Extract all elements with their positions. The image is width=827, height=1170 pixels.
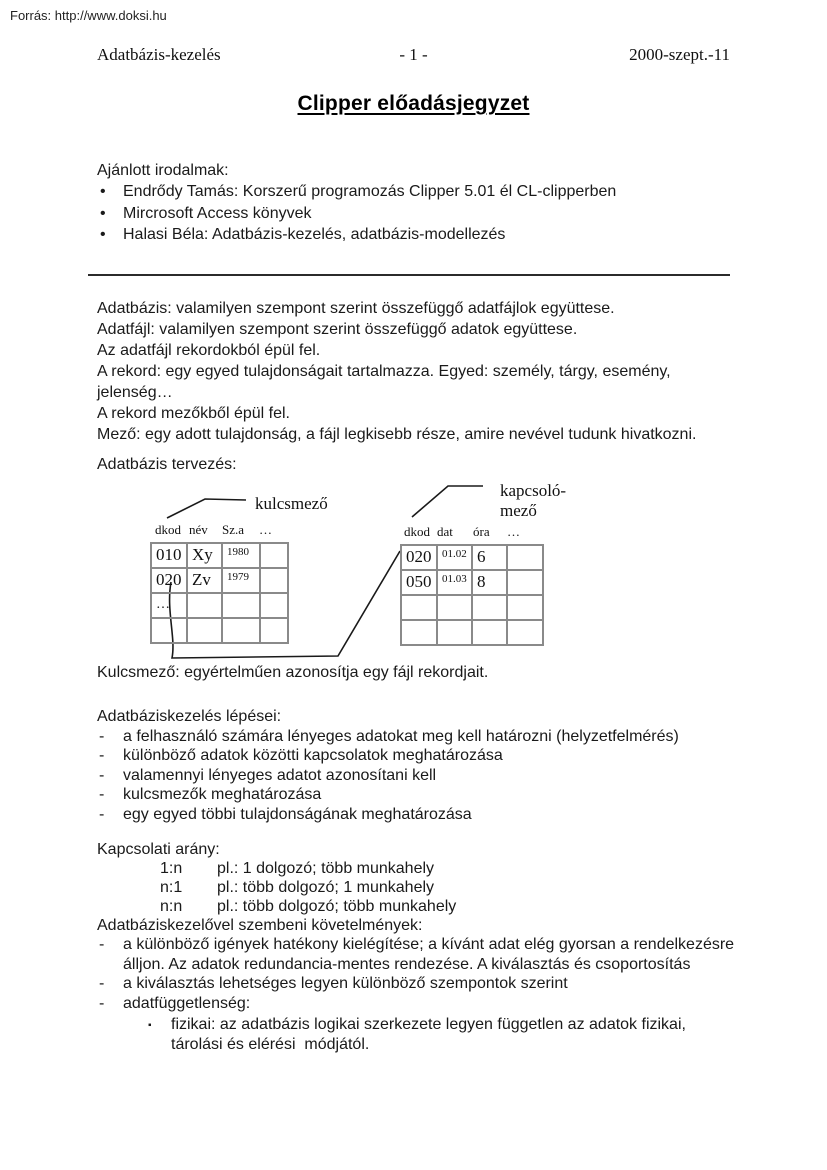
- link-field-label: [500, 481, 566, 521]
- table-cell: [437, 620, 472, 645]
- dash-icon: -: [99, 786, 105, 803]
- column-header: dkod: [404, 523, 430, 539]
- dash-icon: -: [99, 747, 105, 764]
- sub-requirement-text: fizikai: az adatbázis logikai szerkezete legyen független az adatok fizikai, tárolási és elérési módjától.: [171, 1016, 691, 1053]
- link-data-table: [400, 544, 544, 646]
- link-field-label-line2: mező: [500, 500, 537, 520]
- table-row: [151, 568, 288, 593]
- list-item-text: Halasi Béla: Adatbázis-kezelés, adatbázis-modellezés: [123, 226, 506, 243]
- list-item: [97, 224, 747, 246]
- step-item-text: egy egyed többi tulajdonságának meghatározása: [123, 805, 472, 823]
- definition-line: A rekord: egy egyed tulajdonságait tartalmazza. Egyed: személy, tárgy, esemény, jelenség…: [97, 362, 671, 401]
- table-cell: 050: [401, 570, 437, 595]
- column-header: név: [189, 521, 208, 537]
- source-note: Forrás: http://www.doksi.hu: [10, 8, 167, 23]
- step-item: [97, 727, 747, 747]
- table-row: [401, 545, 543, 570]
- table-cell: 01.03: [437, 570, 472, 595]
- list-item-text: Mircrosoft Access könyvek: [123, 204, 312, 222]
- definition-line: Adatbázis: valamilyen szempont szerint összefüggő adatfájlok együttese.: [97, 299, 615, 317]
- table-row: [401, 620, 543, 645]
- key-data-table: [150, 542, 289, 644]
- column-header: …: [507, 523, 520, 539]
- ratios-list: [97, 859, 747, 916]
- table-cell: 01.02: [437, 545, 472, 570]
- dash-icon: -: [99, 805, 105, 823]
- table-cell: [187, 618, 222, 643]
- table-cell: 020: [401, 545, 437, 570]
- table-cell: Zv: [187, 568, 222, 593]
- table-cell: [401, 595, 437, 620]
- table-cell: [260, 593, 288, 618]
- recommended-list: [97, 181, 747, 246]
- table-cell: [437, 595, 472, 620]
- dash-icon: -: [99, 766, 105, 784]
- step-item-text: kulcsmezők meghatározása: [123, 786, 322, 803]
- requirement-item: [97, 974, 747, 994]
- step-item-text: a felhasználó számára lényeges adatokat meg kell határozni (helyzetfelmérés): [123, 727, 679, 745]
- database-design-diagram: [0, 475, 827, 662]
- table-cell: [472, 620, 507, 645]
- ratio-row: [160, 878, 747, 897]
- column-header: óra: [473, 523, 490, 539]
- table-cell: 8: [472, 570, 507, 595]
- table-cell: 020: [151, 568, 187, 593]
- table-row: [151, 593, 288, 618]
- table-cell: [507, 620, 543, 645]
- column-header: Sz.a: [222, 521, 245, 537]
- table-cell: [260, 618, 288, 643]
- column-header: …: [259, 521, 272, 537]
- ratio-row: [160, 859, 747, 878]
- ratio-value: n:n: [160, 898, 183, 915]
- list-item: [97, 181, 747, 203]
- steps-heading: Adatbáziskezelés lépései:: [97, 707, 282, 725]
- link-field-pointer-line: [412, 486, 483, 517]
- ratio-example: pl.: több dolgozó; 1 munkahely: [217, 879, 435, 896]
- step-item: [97, 746, 747, 766]
- table-cell: [507, 595, 543, 620]
- table-cell: 010: [151, 543, 187, 568]
- key-field-label: kulcsmező: [255, 493, 328, 513]
- dash-icon: -: [99, 727, 105, 745]
- bullet-icon: •: [100, 183, 106, 200]
- dash-icon: -: [99, 975, 105, 992]
- bullet-icon: •: [100, 204, 106, 222]
- ratio-value: 1:n: [160, 860, 183, 877]
- dash-icon: -: [99, 994, 105, 1012]
- table-cell: 1979: [222, 568, 260, 593]
- list-item: [97, 203, 747, 225]
- ratio-row: [160, 897, 747, 916]
- key-field-pointer-line: [167, 499, 246, 518]
- requirement-item: [97, 994, 747, 1014]
- requirement-item-text: a különböző igények hatékony kielégítése; a kívánt adat elég gyorsan a rendelkezésre álljon. Az adatok redundancia-mentes rendezése. A kiválasztás és csoportosítás: [123, 936, 735, 973]
- definition-line: A rekord mezőkből épül fel.: [97, 404, 290, 422]
- link-field-label-line1: kapcsoló-: [500, 480, 567, 500]
- diagram-caption: Kulcsmező: egyértelműen azonosítja egy fájl rekordjait.: [97, 663, 489, 681]
- diagram-heading: Adatbázis tervezés:: [97, 455, 237, 473]
- square-bullet-icon: ▪: [148, 1020, 152, 1031]
- header-doc-title: Adatbázis-kezelés: [97, 45, 221, 64]
- divider: [88, 274, 730, 276]
- table-cell: 1980: [222, 543, 260, 568]
- table-row: [401, 570, 543, 595]
- requirement-item-text: a kiválasztás lehetséges legyen különböző szempontok szerint: [123, 975, 568, 992]
- table-cell: [260, 568, 288, 593]
- definition-line: Adatfájl: valamilyen szempont szerint összefüggő adatok együttese.: [97, 320, 578, 338]
- recommended-heading: Ajánlott irodalmak:: [97, 162, 229, 179]
- requirement-item: [97, 935, 747, 974]
- ratios-heading: Kapcsolati arány:: [97, 841, 220, 858]
- page-title: Clipper előadásjegyzet: [297, 92, 530, 115]
- ratio-example: pl.: 1 dolgozó; több munkahely: [217, 860, 435, 877]
- table-cell: [472, 595, 507, 620]
- requirement-item-text: adatfüggetlenség:: [123, 994, 251, 1012]
- list-item-text: Endrődy Tamás: Korszerű programozás Clipper 5.01 él CL-clipperben: [123, 183, 617, 200]
- dash-icon: -: [99, 936, 105, 953]
- bullet-icon: •: [100, 226, 106, 243]
- table-cell: [222, 618, 260, 643]
- table-row: [151, 543, 288, 568]
- requirements-list: [97, 935, 747, 1054]
- steps-list: [97, 727, 747, 825]
- table-cell: [507, 570, 543, 595]
- table-cell: [401, 620, 437, 645]
- table-cell: [151, 618, 187, 643]
- step-item-text: különböző adatok közötti kapcsolatok meghatározása: [123, 747, 503, 764]
- sub-requirement-item: [148, 1015, 747, 1054]
- requirements-heading: Adatbáziskezelővel szembeni követelmények:: [97, 917, 423, 934]
- table-cell: [222, 593, 260, 618]
- column-header: dat: [437, 523, 453, 539]
- table-cell: 6: [472, 545, 507, 570]
- header-page-number: - 1 -: [399, 45, 428, 64]
- table-cell: …: [151, 593, 187, 618]
- ratio-value: n:1: [160, 879, 183, 896]
- ratio-example: pl.: több dolgozó; több munkahely: [217, 898, 457, 915]
- table-row: [151, 618, 288, 643]
- step-item: [97, 785, 747, 805]
- definition-line: Az adatfájl rekordokból épül fel.: [97, 341, 321, 359]
- definitions-block: [97, 298, 747, 445]
- step-item-text: valamennyi lényeges adatot azonosítani kell: [123, 766, 437, 784]
- table-row: [401, 595, 543, 620]
- step-item: [97, 805, 747, 825]
- table-cell: Xy: [187, 543, 222, 568]
- table-cell: [187, 593, 222, 618]
- header-date: 2000-szept.-11: [629, 45, 730, 64]
- step-item: [97, 766, 747, 786]
- definition-line: Mező: egy adott tulajdonság, a fájl legkisebb része, amire nevével tudunk hivatkozni.: [97, 425, 697, 443]
- table-cell: [507, 545, 543, 570]
- column-header: dkod: [155, 521, 181, 537]
- table-cell: [260, 543, 288, 568]
